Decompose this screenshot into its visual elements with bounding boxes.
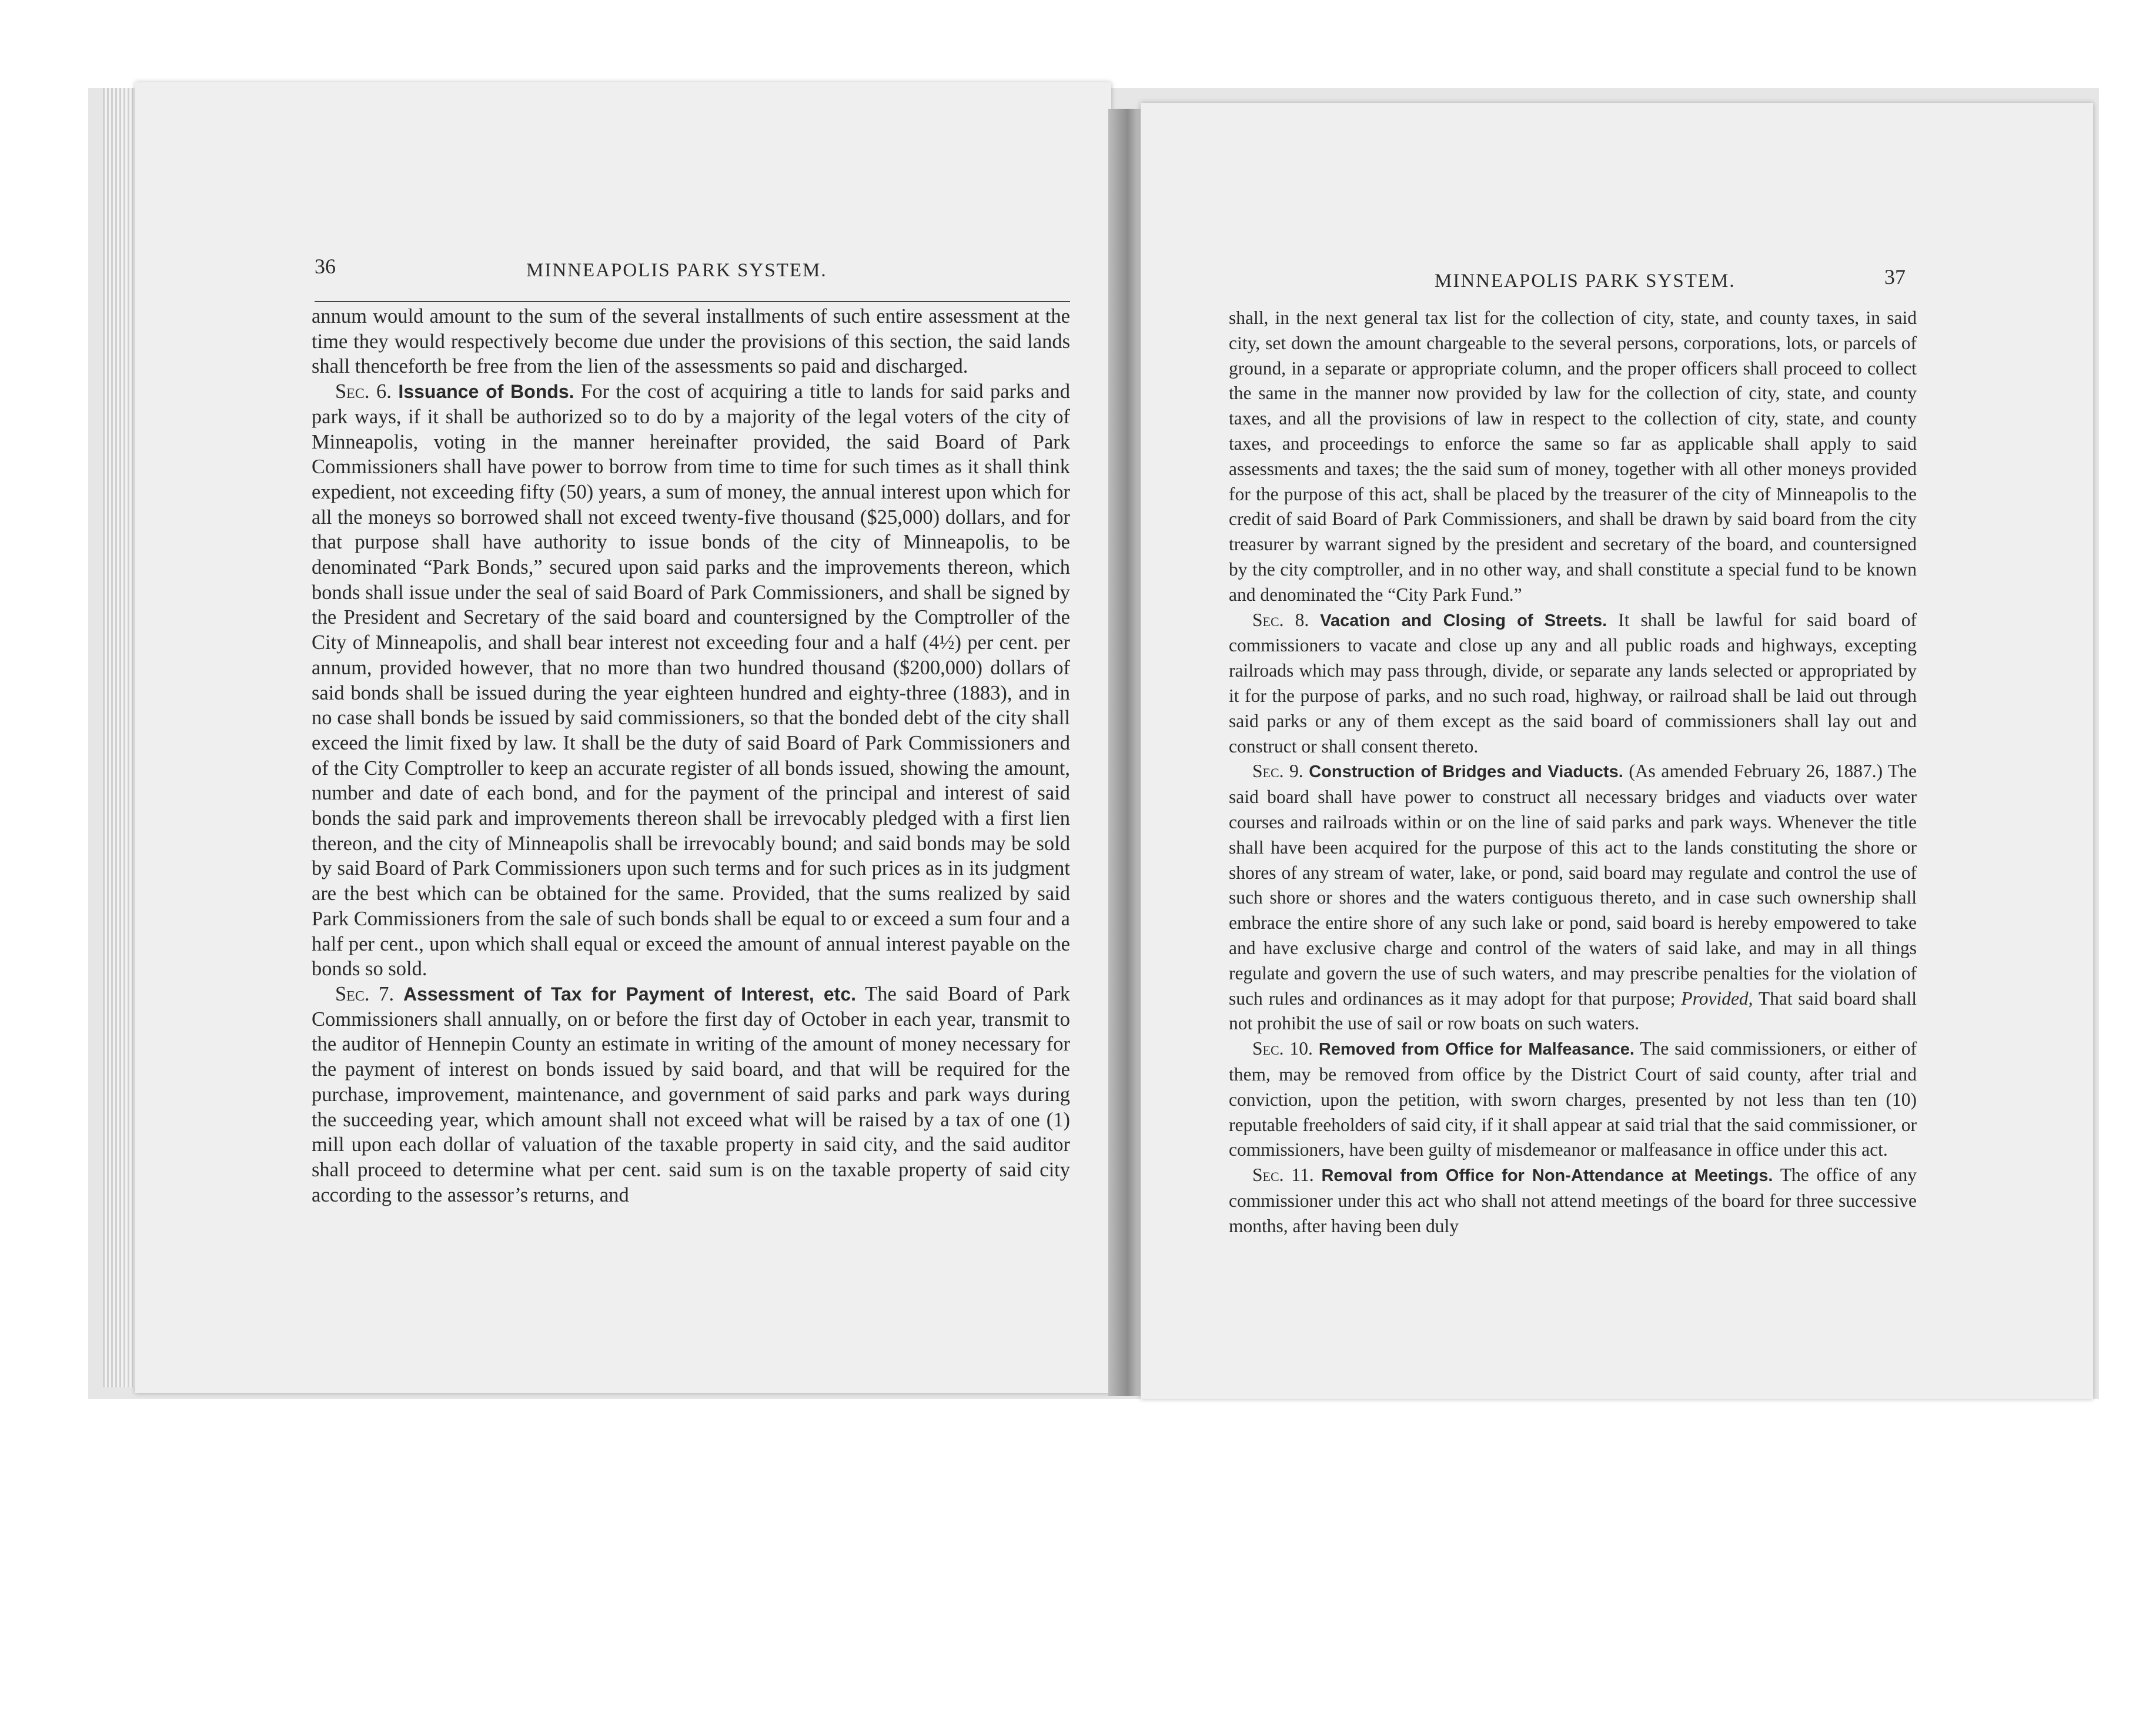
page-edges <box>103 88 138 1387</box>
section-text: For the cost of acquiring a title to lands for said parks and park ways, if it shall be authorized so to do by a majority of the legal voters of the city of Minneapolis, voting in the manner hereinafter provided, the said Board of Park Commissioners shall have power to borrow from time to time for such times as it shall think expedient, not exceeding fifty (50) years, a sum of money, the annual interest upon which for all the moneys so borrowed shall not exceed twenty-five thousand ($25,000) dollars, and for that purpose shall have authority to issue bonds of the city of Minneapolis, to be denominated “Park Bonds,” secured upon said parks and the improvements thereon, which bonds shall issue under the seal of said Board of Park Commissioners, and shall be signed by the President and Secretary of the said board and countersigned by the Comptroller of the City of Minneapolis, and shall bear interest not exceeding four and a half (4½) per cent. per annum, provided however, that no more than two hundred thousand ($200,000) dollars of said bonds shall be issued during the year eighteen hundred and eighty-three (1883), and in no case shall bonds be issued by said commissioners, so that the bonded debt of the city shall exceed the limit fixed by law. It shall be the duty of said Board of Park Commissioners and of the City Comptroller to keep an accurate register of all bonds issued, showing the amount, number and date of each bond, and for the payment of the principal and interest of said bonds the said park and improvements thereon shall be irrevocably pledged with a first lien thereon, and the city of Minneapolis shall be irrevocably bound; and said bonds may be sold by said Board of Park Commissioners upon such terms and for such prices as in its judgment are the best which can be obtained for the same. Provided, that the sums realized by said Park Commissioners from the sale of such bonds shall be equal to or exceed a sum four and a half per cent., upon which shall equal or exceed the amount of annual interest payable on the bonds so sold. <box>312 380 1071 981</box>
section-label: Sec. 11. <box>1252 1165 1314 1186</box>
section-heading: Removed from Office for Malfeasance. <box>1318 1040 1634 1059</box>
section-11 <box>1229 1163 1917 1239</box>
header-rule <box>315 301 1070 302</box>
section-label: Sec. 9. <box>1252 761 1303 782</box>
paragraph: shall, in the next general tax list for the collection of city, state, and county taxes, in said city, set down the amount chargeable to the several persons, corporations, lots, or parcels of ground, in a separate or appropriate column, and the proper officers shall proceed to collect the same in the manner now provided by law for the collection of city, state, and county taxes, and all the provisions of law in respect to the collection of city, state, and county taxes, and proceedings to enforce the same so far as applicable shall apply to said assessments and taxes; the the said sum of money, together with all other moneys provided for the purpose of this act, shall be placed by the treasurer of the city of Minneapolis to the credit of said Board of Park Commissioners, and shall be drawn by said board from the city treasurer by warrant signed by the president and secretary of the board, and countersigned by the city comptroller, and in no other way, and shall constitute a special fund to be known and denominated the “City Park Fund.” <box>1229 307 1917 605</box>
section-label: Sec. 7. <box>335 982 395 1005</box>
page-number: 36 <box>315 255 336 278</box>
paragraph: annum would amount to the sum of the several installments of such entire assessment at the time they would respectively become due under the provisions of this section, the said lands shall thenceforth be free from the lien of the assessments so paid and discharged. <box>312 305 1070 378</box>
section-9 <box>1229 759 1917 1036</box>
section-text: (As amended February 26, 1887.) The said board shall have power to construct all necessary bridges and viaducts over water courses and railroads within or on the line of said parks and park ways. Whenever the title shall have been acquired for the purpose of this act to the lands constituting the shore or shores of any stream of water, lake, or pond, said board may regulate and control the use of such shore or shores and the waters contiguous thereto, and in case such ownership shall embrace the entire shore of any such lake or pond, said board is hereby empowered to take and have exclusive charge and control of the waters of said lake, and may in all things regulate and govern the use of such waters, and may prescribe penalties for the violation of such rules and ordinances as it may adopt for that purpose; <box>1229 761 1917 1009</box>
section-label: Sec. 8. <box>1252 609 1309 630</box>
book-gutter <box>1108 109 1141 1396</box>
running-head: MINNEAPOLIS PARK SYSTEM. <box>1435 270 1736 292</box>
section-7 <box>312 982 1070 1207</box>
section-text: The said commissioners, or either of them, may be removed from office by the District Court of said county, after trial and conviction, upon the petition, with sworn charges, presented by not less than ten (10) reputable freeholders of said city, if it shall appear at said trial that the said commissioner, or commissioners, have been guilty of misdemeanor or malfeasance in office under this act. <box>1229 1038 1917 1160</box>
section-10 <box>1229 1036 1917 1163</box>
section-heading: Assessment of Tax for Payment of Interest, etc. <box>403 983 857 1005</box>
section-heading: Vacation and Closing of Streets. <box>1320 611 1607 630</box>
section-label: Sec. 10. <box>1252 1038 1313 1059</box>
section-8 <box>1229 608 1917 760</box>
section-heading: Removal from Office for Non-Attendance at Meetings. <box>1321 1166 1773 1186</box>
page-number: 37 <box>1884 265 1906 289</box>
provided-emphasis: Provided, <box>1681 988 1753 1009</box>
section-heading: Issuance of Bonds. <box>398 381 574 403</box>
right-page-body <box>1229 306 1917 1239</box>
section-heading: Construction of Bridges and Viaducts. <box>1309 762 1623 782</box>
running-head: MINNEAPOLIS PARK SYSTEM. <box>526 260 827 281</box>
left-page <box>135 82 1111 1393</box>
right-page <box>1141 103 2093 1399</box>
left-page-body <box>312 304 1070 1207</box>
section-text-tail: That said board shall not prohibit the use of sail or row boats on such waters. <box>1229 988 1917 1034</box>
section-text: The said Board of Park Commissioners shall annually, on or before the first day of October in each year, transmit to the auditor of Hennepin County an estimate in writing of the amount of money necessary for the payment of interest on bonds issued by said board, and that will be required for the purchase, improvement, maintenance, and government of said parks and park ways during the succeeding year, which amount shall not exceed what will be raised by a tax of one (1) mill upon each dollar of valuation of the taxable property in said city, and the said auditor shall proceed to determine what per cent. said sum is on the taxable property of said city according to the assessor’s returns, and <box>312 982 1071 1206</box>
section-label: Sec. 6. <box>335 380 392 403</box>
section-text: The office of any commissioner under this act who shall not attend meetings of the board for three successive months, after having been duly <box>1229 1165 1917 1236</box>
section-text: It shall be lawful for said board of commissioners to vacate and close up any and all public roads and highways, excepting railroads which may pass through, divide, or separate any lands selected or appropriated by it for the purpose of parks, and no such road, highway, or railroad shall be laid out through said parks or any of them except as the said board of commissioners shall lay out and construct or shall consent thereto. <box>1229 609 1917 757</box>
section-6 <box>312 379 1070 982</box>
